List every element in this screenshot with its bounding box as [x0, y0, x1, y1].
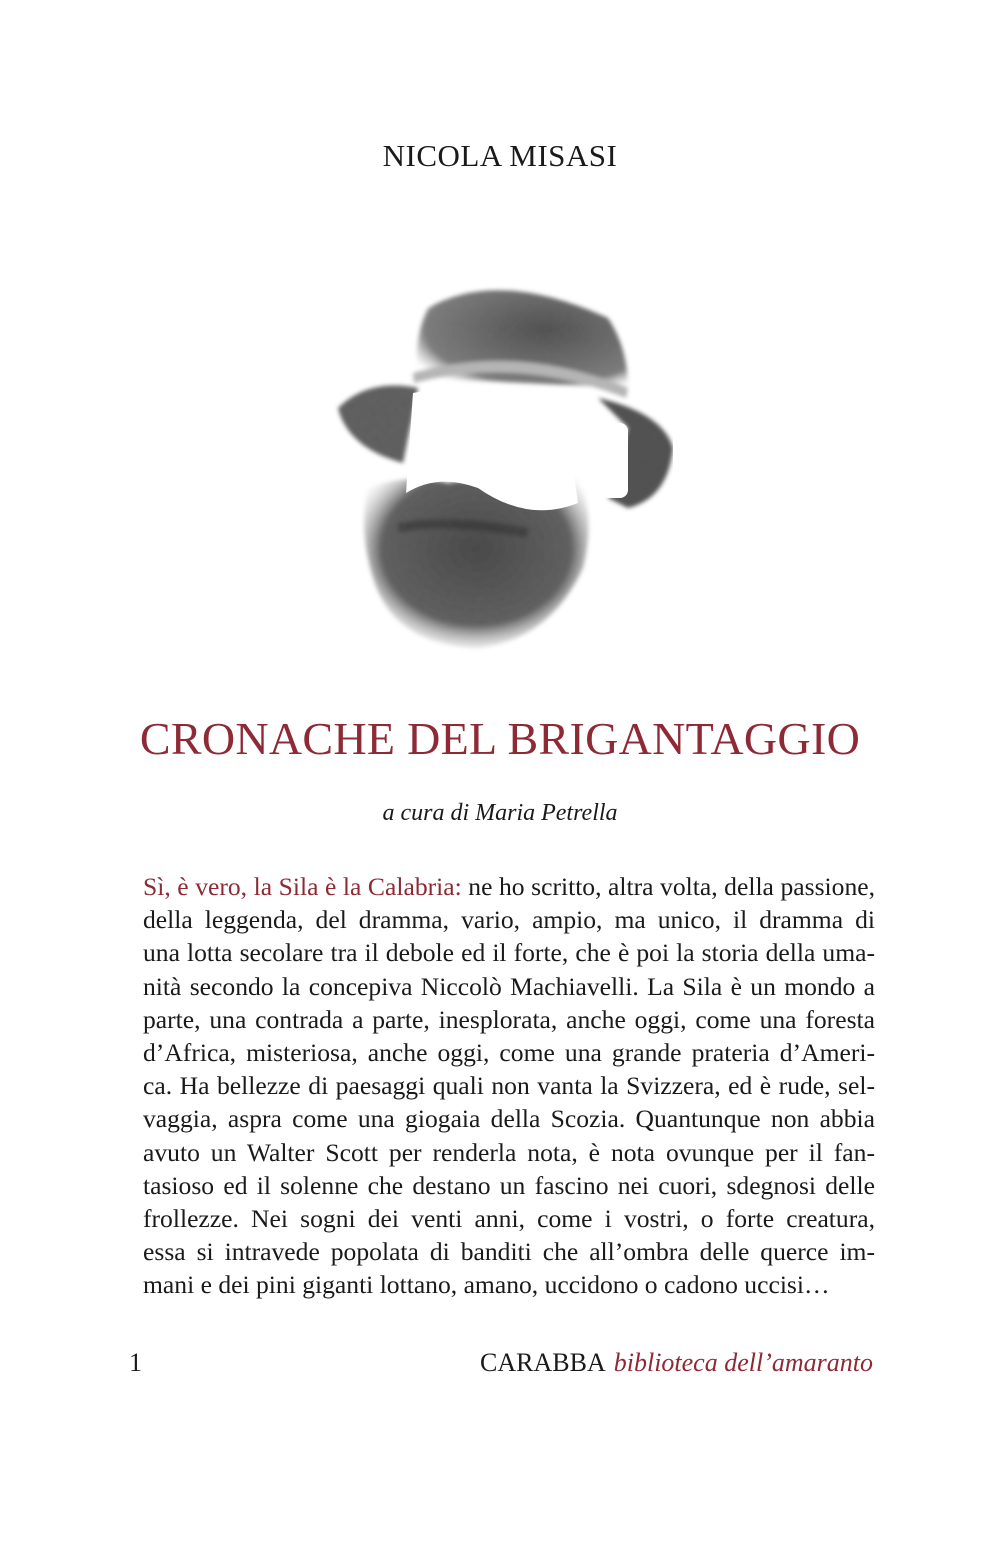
- editor-credit: a cura di Maria Petrella: [382, 800, 618, 826]
- excerpt-line: d’Africa, misteriosa, anche oggi, come una grande prateria d’Ameri-: [143, 1038, 875, 1068]
- excerpt-line: una lotta secolare tra il debole ed il forte, che è poi la storia della uma-: [143, 938, 875, 968]
- bearded-man-with-hat-portrait-icon: [328, 248, 673, 653]
- excerpt-paragraph: [143, 870, 875, 1302]
- excerpt-line: essa si intravede popolata di banditi che all’ombra delle querce im-: [143, 1237, 875, 1267]
- excerpt-line: tasioso ed il solenne che destano un fascino nei cuori, sdegnosi delle: [143, 1170, 875, 1200]
- publisher-imprint: [480, 1348, 873, 1378]
- excerpt-line: nità secondo la concepiva Niccolò Machiavelli. La Sila è un mondo a: [143, 971, 875, 1001]
- author-portrait: [328, 248, 673, 653]
- excerpt-lead: Sì, è vero, la Sila è la Calabria:: [143, 872, 462, 901]
- excerpt-line: mani e dei pini giganti lottano, amano, uccidono o cadono uccisi…: [143, 1270, 830, 1300]
- excerpt-line: vaggia, aspra come una giogaia della Scozia. Quantunque non abbia: [143, 1104, 875, 1134]
- excerpt-line: della leggenda, del dramma, vario, ampio, ma unico, il dramma di: [143, 905, 875, 935]
- page-number: 1: [129, 1348, 142, 1377]
- excerpt-line: parte, una contrada a parte, inesplorata, anche oggi, come una foresta: [143, 1004, 875, 1034]
- book-title: CRONACHE DEL BRIGANTAGGIO: [139, 713, 861, 764]
- excerpt-line: avuto un Walter Scott per renderla nota, è nota ovunque per il fan-: [143, 1137, 875, 1167]
- excerpt-line: ca. Ha bellezze di paesaggi quali non vanta la Svizzera, ed è rude, sel-: [143, 1071, 875, 1101]
- author-name: NICOLA MISASI: [382, 138, 618, 173]
- series-name: biblioteca dell’amaranto: [613, 1348, 873, 1377]
- publisher-name: CARABBA: [480, 1348, 606, 1377]
- excerpt-line: frollezze. Nei sogni dei venti anni, come i vostri, o forte creatura,: [143, 1204, 875, 1234]
- excerpt-line: Sì, è vero, la Sila è la Calabria: ne ho scritto, altra volta, della passione,: [143, 872, 875, 901]
